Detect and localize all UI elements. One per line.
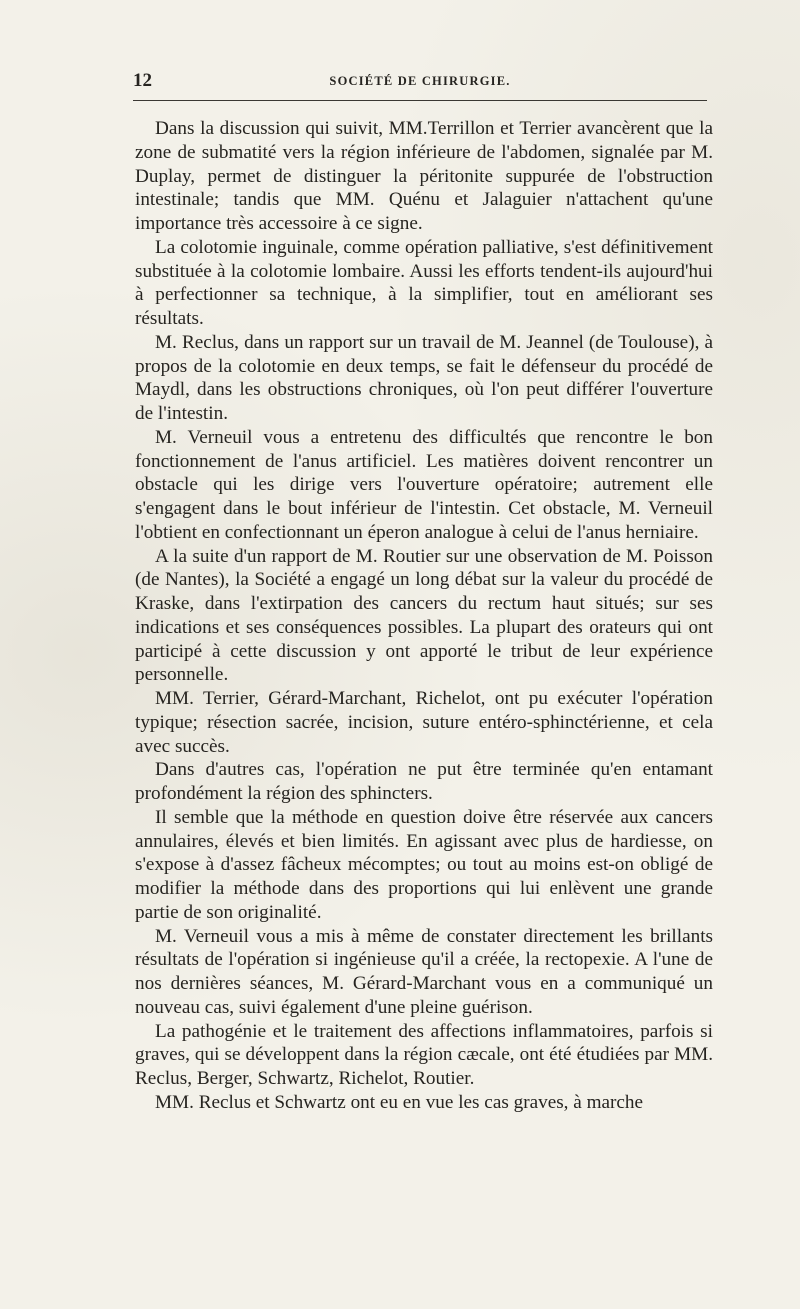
body-text — [135, 117, 713, 1115]
paragraph: Dans la discussion qui suivit, MM.Terrillon et Terrier avancèrent que la zone de submatité vers la région inférieure de l'abdomen, signalée par M. Duplay, permet de distinguer la péritonite suppurée de l'obstruction intestinale; tandis que MM. Quénu et Jalaguier n'attachent qu'une importance très accessoire à ce signe. — [135, 118, 713, 234]
page-number: 12 — [133, 70, 152, 91]
paragraph: M. Reclus, dans un rapport sur un travail de M. Jeannel (de Toulouse), à propos de la colotomie en deux temps, se fait le défenseur du procédé de Maydl, dans les obstructions chroniques, où l'on peut différer l'ouverture de l'intestin. — [135, 331, 713, 424]
running-head: SOCIÉTÉ DE CHIRURGIE. — [329, 74, 511, 88]
paragraph: M. Verneuil vous a entretenu des difficultés que rencontre le bon fonctionnement de l'anus artificiel. Les matières doivent rencontrer un obstacle qui les dirige vers l'ouverture opératoire; autrement elle s'engagent dans le bout inférieur de l'intestin. Cet obstacle, M. Verneuil l'obtient en confectionnant un éperon analogue à celui de l'anus herniaire. — [135, 426, 713, 543]
paragraph: Il semble que la méthode en question doive être réservée aux cancers annulaires, élevés et bien limités. En agissant avec plus de hardiesse, on s'expose à d'assez fâcheux mécomptes; ou tout au moins est-on obligé de modifier la méthode dans des proportions qui lui enlèvent une grande partie de son originalité. — [135, 806, 713, 923]
header-rule — [133, 100, 707, 101]
paragraph: MM. Terrier, Gérard-Marchant, Richelot, ont pu exécuter l'opération typique; résection sacrée, incision, suture entéro-sphinctérienne, et cela avec succès. — [135, 688, 713, 757]
paragraph: A la suite d'un rapport de M. Routier sur une observation de M. Poisson (de Nantes), la Société a engagé un long débat sur la valeur du procédé de Kraske, dans l'extirpation des cancers du rectum haut situés; sur ses indications et ses conséquences possibles. La plupart des orateurs qui ont participé à cette discussion y ont apporté le tribut de leur expérience personnelle. — [135, 545, 713, 686]
paragraph: Dans d'autres cas, l'opération ne put être terminée qu'en entamant profondément la région des sphincters. — [135, 759, 713, 804]
page-header — [133, 66, 707, 96]
paragraph: MM. Reclus et Schwartz ont eu en vue les cas graves, à marche — [155, 1091, 644, 1113]
paragraph: M. Verneuil vous a mis à même de constater directement les brillants résultats de l'opération si ingénieuse qu'il a créée, la rectopexie. A l'une de nos dernières séances, M. Gérard-Marchant vous en a communiqué un nouveau cas, suivi également d'une pleine guérison. — [135, 925, 713, 1018]
paragraph: La pathogénie et le traitement des affections inflammatoires, parfois si graves, qui se développent dans la région cæcale, ont été étudiées par MM. Reclus, Berger, Schwartz, Richelot, Routier. — [135, 1020, 713, 1089]
paragraph: La colotomie inguinale, comme opération palliative, s'est définitivement substituée à la colotomie lombaire. Aussi les efforts tendent-ils aujourd'hui à perfectionner sa technique, à la simplifier, tout en améliorant ses résultats. — [135, 236, 713, 329]
